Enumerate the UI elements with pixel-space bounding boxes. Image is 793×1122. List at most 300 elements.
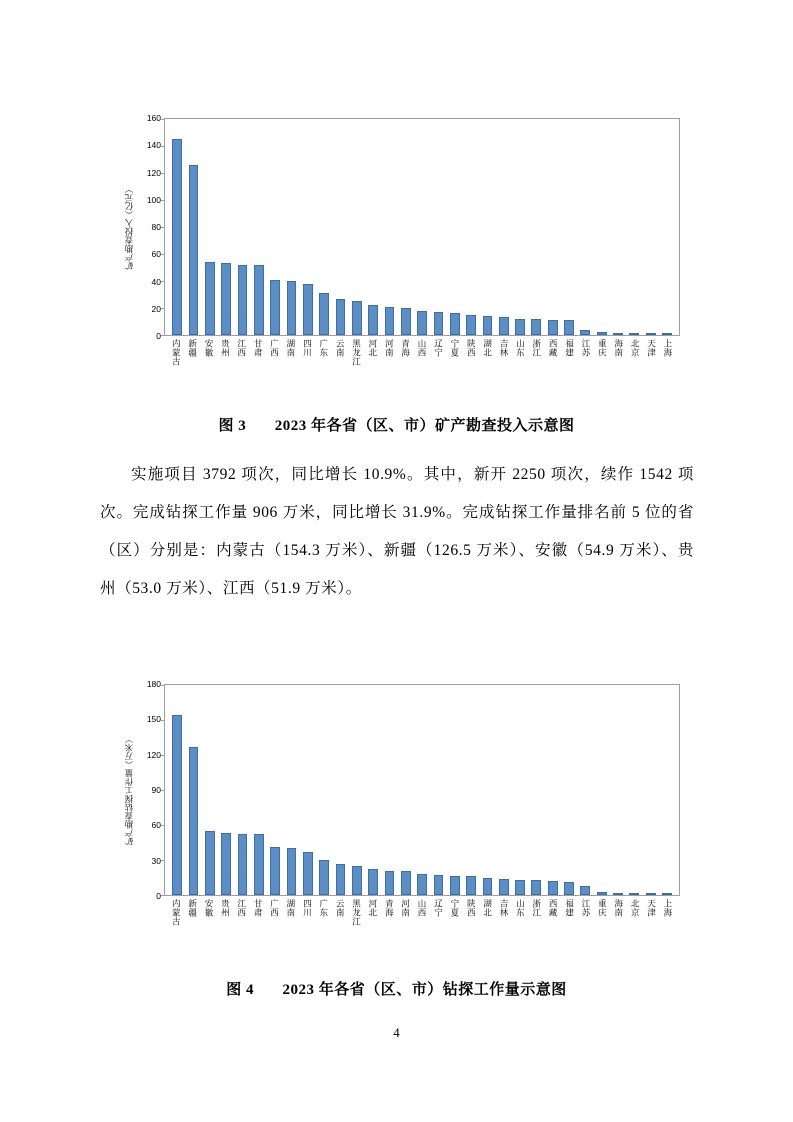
y-axis-title-label: 矿产勘查钻探工作量（万米） <box>124 734 134 846</box>
x-tick-label-text: 山东 <box>515 899 526 917</box>
bar-item <box>463 119 479 335</box>
x-tick-label-text: 河北 <box>367 339 378 357</box>
bar <box>221 833 231 895</box>
y-tick-label: 60 <box>151 820 161 831</box>
bar-series <box>165 119 679 335</box>
y-tick-label: 180 <box>146 679 161 689</box>
body-paragraph-text: 实施项目 3792 项次，同比增长 10.9%。其中，新开 2250 项次，续作 1542 项次。完成钻探工作量 906 万米，同比增长 31.9%。完成钻探工作量排名前 5 位的省（区）分别是：内蒙古（154.3 万米）、新疆（126.5 万米）、安徽（54.9 万米）、贵州（53.0 万米）、江西（51.9 万米）。 <box>100 466 694 597</box>
x-tick-label <box>496 336 512 366</box>
bar-item <box>251 685 267 895</box>
bar <box>613 893 623 895</box>
x-tick-label-text: 广西 <box>269 899 280 917</box>
bar-item <box>447 119 463 335</box>
y-tick-label: 40 <box>151 276 161 287</box>
x-tick-label <box>266 896 282 926</box>
x-tick-label-text: 海南 <box>613 339 624 357</box>
y-axis-title-label: 矿产勘查投入（亿元） <box>124 184 134 270</box>
x-tick-label <box>627 336 643 366</box>
x-tick-label-text: 西藏 <box>548 899 559 917</box>
bar-item <box>496 119 512 335</box>
x-tick-label <box>545 896 561 926</box>
chart-mineral-exploration-investment <box>120 113 680 366</box>
bar <box>450 876 460 895</box>
bar <box>189 747 199 895</box>
x-tick-label-text: 上海 <box>662 339 673 357</box>
x-tick-label-text: 浙江 <box>531 899 542 917</box>
bar <box>450 313 460 335</box>
bar-item <box>398 119 414 335</box>
bar-item <box>594 119 610 335</box>
y-axis-title <box>120 684 138 896</box>
bar <box>646 893 656 895</box>
bar <box>597 332 607 335</box>
x-tick-label-text: 浙江 <box>531 339 542 357</box>
x-tick-label-text: 广西 <box>269 339 280 357</box>
x-tick-label <box>578 896 594 926</box>
bar <box>531 319 541 335</box>
x-tick-label-text: 江西 <box>236 899 247 917</box>
bar <box>613 333 623 335</box>
plot-region <box>164 118 680 336</box>
y-axis-tick <box>161 685 165 686</box>
x-tick-label <box>365 896 381 926</box>
bar <box>483 878 493 895</box>
bar <box>336 299 346 335</box>
x-tick-label <box>545 336 561 366</box>
bar <box>352 301 362 335</box>
bar-item <box>283 119 299 335</box>
bar-item <box>365 119 381 335</box>
y-axis-tick <box>161 720 165 721</box>
bar <box>499 317 509 335</box>
bar <box>319 860 329 895</box>
bar <box>499 879 509 895</box>
bar <box>548 881 558 895</box>
y-axis-tick <box>161 146 165 147</box>
bar <box>401 871 411 895</box>
x-tick-label <box>414 896 430 926</box>
x-tick-label-text: 湖南 <box>285 899 296 917</box>
x-tick-label <box>332 336 348 366</box>
bar <box>303 852 313 895</box>
bar <box>580 886 590 895</box>
bar-item <box>381 119 397 335</box>
x-tick-label-text: 内蒙古 <box>171 899 182 926</box>
bar <box>287 281 297 335</box>
bar-item <box>267 685 283 895</box>
bar-item <box>561 685 577 895</box>
x-tick-label <box>201 896 217 926</box>
x-tick-label-text: 海南 <box>613 899 624 917</box>
bar-item <box>283 685 299 895</box>
bar-item <box>414 685 430 895</box>
x-tick-label <box>234 336 250 366</box>
bar <box>564 320 574 335</box>
bar-item <box>218 119 234 335</box>
x-tick-label <box>479 896 495 926</box>
x-tick-label <box>316 336 332 366</box>
x-tick-label <box>283 896 299 926</box>
x-tick-label <box>594 896 610 926</box>
x-tick-label-text: 广东 <box>318 339 329 357</box>
x-tick-label <box>643 896 659 926</box>
x-tick-label <box>578 336 594 366</box>
bar-item <box>169 119 185 335</box>
bar-item <box>202 119 218 335</box>
bar-item <box>447 685 463 895</box>
bar-item <box>349 685 365 895</box>
x-tick-label <box>479 336 495 366</box>
x-tick-label <box>512 896 528 926</box>
y-tick-label: 150 <box>146 714 161 725</box>
x-tick-label-text: 天津 <box>646 339 657 357</box>
x-tick-label <box>414 336 430 366</box>
x-tick-label <box>184 896 200 926</box>
x-tick-label <box>316 896 332 926</box>
x-tick-label-text: 陕西 <box>466 339 477 357</box>
x-tick-label <box>627 896 643 926</box>
y-axis-tick <box>161 173 165 174</box>
bar-item <box>185 685 201 895</box>
x-tick-label-text: 安徽 <box>203 899 214 917</box>
x-tick-label <box>529 336 545 366</box>
bar <box>385 307 395 335</box>
bar <box>646 333 656 335</box>
x-tick-label-text: 福建 <box>564 339 575 357</box>
x-tick-label <box>463 336 479 366</box>
y-axis-tick <box>161 790 165 791</box>
x-tick-label-text: 宁夏 <box>449 339 460 357</box>
bar-item <box>496 685 512 895</box>
x-tick-label-text: 陕西 <box>466 899 477 917</box>
bar <box>385 871 395 896</box>
x-tick-label-text: 青海 <box>400 339 411 357</box>
y-axis-tick <box>161 227 165 228</box>
bar-item <box>626 685 642 895</box>
x-tick-label <box>332 896 348 926</box>
x-tick-label <box>381 896 397 926</box>
bar <box>287 848 297 895</box>
x-tick-label <box>201 336 217 366</box>
bar-item <box>414 119 430 335</box>
bar <box>254 834 264 895</box>
x-tick-label-text: 甘肃 <box>253 339 264 357</box>
x-tick-label-text: 河北 <box>367 899 378 917</box>
x-axis-tick-labels <box>164 336 680 366</box>
bar <box>597 892 607 896</box>
bar-item <box>316 685 332 895</box>
bar <box>401 308 411 335</box>
x-tick-label-text: 天津 <box>646 899 657 917</box>
bar <box>434 312 444 335</box>
x-tick-label-text: 黑龙江 <box>351 899 362 926</box>
x-tick-label-text: 宁夏 <box>449 899 460 917</box>
x-tick-label-text: 湖北 <box>482 339 493 357</box>
bar <box>417 874 427 895</box>
bar <box>238 834 248 895</box>
bar <box>434 875 444 895</box>
bar-item <box>479 119 495 335</box>
bar <box>319 293 329 335</box>
bar <box>483 316 493 335</box>
y-tick-label: 30 <box>151 855 161 866</box>
bar <box>238 265 248 335</box>
chart-area <box>120 679 680 926</box>
x-tick-label-text: 贵州 <box>220 899 231 917</box>
x-tick-label <box>184 336 200 366</box>
bar-item <box>381 685 397 895</box>
bar <box>629 893 639 895</box>
bar-item <box>185 119 201 335</box>
y-axis-tick <box>161 119 165 120</box>
bar-item <box>626 119 642 335</box>
x-tick-label-text: 黑龙江 <box>351 339 362 366</box>
x-tick-label <box>168 336 184 366</box>
bar-item <box>610 685 626 895</box>
bar-item <box>545 119 561 335</box>
x-tick-label <box>299 896 315 926</box>
x-tick-label-text: 吉林 <box>499 899 509 917</box>
x-tick-label-text: 江西 <box>236 339 247 357</box>
figure-4-caption-text: 2023 年各省（区、市）钻探工作量示意图 <box>282 982 567 998</box>
chart-drilling-workload <box>120 679 680 926</box>
bar <box>303 284 313 335</box>
bar-item <box>316 119 332 335</box>
bar-item <box>528 685 544 895</box>
x-tick-label <box>266 336 282 366</box>
bar-item <box>202 685 218 895</box>
x-tick-label-text: 山西 <box>417 899 428 917</box>
x-tick-label <box>348 336 364 366</box>
bar-item <box>218 685 234 895</box>
y-tick-label: 120 <box>146 749 161 760</box>
bar <box>466 315 476 335</box>
x-tick-label-text: 安徽 <box>203 339 214 357</box>
x-tick-label-text: 西藏 <box>548 339 559 357</box>
bar-item <box>528 119 544 335</box>
x-tick-label <box>250 896 266 926</box>
y-tick-label: 160 <box>146 113 161 123</box>
plot-region <box>164 684 680 896</box>
x-tick-label <box>463 896 479 926</box>
x-tick-label-text: 重庆 <box>597 339 608 357</box>
x-tick-label <box>529 896 545 926</box>
bar-item <box>398 685 414 895</box>
x-tick-label-text: 河南 <box>384 339 395 357</box>
x-tick-label <box>234 896 250 926</box>
x-tick-label-text: 辽宁 <box>433 339 444 357</box>
bar <box>662 893 672 895</box>
x-tick-label-text: 江苏 <box>580 339 591 357</box>
x-tick-label-text: 吉林 <box>499 339 509 357</box>
x-tick-label-text: 新疆 <box>187 899 198 917</box>
x-tick-label <box>611 896 627 926</box>
bar-item <box>251 119 267 335</box>
x-tick-label-text: 云南 <box>335 339 346 357</box>
x-tick-label-text: 云南 <box>335 899 346 917</box>
bar-item <box>267 119 283 335</box>
bar-item <box>463 685 479 895</box>
bar-item <box>659 685 675 895</box>
bar-item <box>659 119 675 335</box>
bar-item <box>577 685 593 895</box>
y-axis-title <box>120 118 138 336</box>
bar <box>205 831 215 895</box>
bar-item <box>610 119 626 335</box>
bar <box>189 165 199 335</box>
x-tick-label <box>430 896 446 926</box>
x-axis-tick-labels <box>164 896 680 926</box>
y-axis-tick <box>161 254 165 255</box>
x-tick-label <box>299 336 315 366</box>
x-tick-label <box>512 336 528 366</box>
x-tick-label-text: 辽宁 <box>433 899 444 917</box>
bar <box>205 262 215 335</box>
x-tick-label-text: 河南 <box>400 899 411 917</box>
bar-item <box>234 119 250 335</box>
x-tick-label-text: 湖北 <box>482 899 493 917</box>
x-tick-label <box>217 896 233 926</box>
bar <box>531 880 541 895</box>
x-tick-label-text: 青海 <box>384 899 395 917</box>
y-tick-label: 140 <box>146 140 161 151</box>
bar-item <box>512 685 528 895</box>
bar <box>417 311 427 335</box>
x-tick-label <box>283 336 299 366</box>
y-tick-label: 0 <box>156 331 161 341</box>
x-tick-label-text: 福建 <box>564 899 575 917</box>
bar-item <box>594 685 610 895</box>
x-tick-label-text: 四川 <box>302 339 313 357</box>
x-tick-label-text: 新疆 <box>187 339 198 357</box>
x-tick-label-text: 内蒙古 <box>171 339 182 366</box>
x-tick-label <box>447 896 463 926</box>
bar-item <box>332 685 348 895</box>
bar <box>662 333 672 335</box>
x-tick-label <box>447 336 463 366</box>
x-tick-label <box>348 896 364 926</box>
figure-4-caption-prefix: 图 4 <box>226 982 254 998</box>
bar <box>254 265 264 335</box>
x-tick-label <box>168 896 184 926</box>
x-tick-label <box>643 336 659 366</box>
bar <box>172 139 182 335</box>
x-tick-label-text: 四川 <box>302 899 313 917</box>
bar <box>564 882 574 895</box>
x-tick-label-text: 北京 <box>630 899 641 917</box>
bar <box>466 876 476 895</box>
y-axis-tick <box>161 825 165 826</box>
bar <box>221 263 231 335</box>
x-tick-label-text: 山东 <box>515 339 526 357</box>
x-tick-label <box>250 336 266 366</box>
bar-item <box>430 685 446 895</box>
bar <box>515 880 525 895</box>
bar <box>629 333 639 335</box>
y-tick-label: 100 <box>146 194 161 205</box>
body-paragraph <box>100 456 694 608</box>
figure-3-caption-text: 2023 年各省（区、市）矿产勘查投入示意图 <box>274 418 575 434</box>
bar-item <box>643 119 659 335</box>
x-tick-label <box>660 336 676 366</box>
page-number: 4 <box>393 1025 400 1040</box>
y-tick-label: 60 <box>151 249 161 260</box>
bar <box>548 320 558 335</box>
bar <box>172 715 182 895</box>
y-axis-tick <box>161 200 165 201</box>
y-axis-tick <box>161 755 165 756</box>
bar-series <box>165 685 679 895</box>
x-tick-label <box>430 336 446 366</box>
x-tick-label-text: 江苏 <box>580 899 591 917</box>
y-axis-tick <box>161 860 165 861</box>
y-axis-tick <box>161 308 165 309</box>
x-tick-label-text: 山西 <box>417 339 428 357</box>
x-tick-label-text: 北京 <box>630 339 641 357</box>
bar-item <box>479 685 495 895</box>
x-tick-label <box>594 336 610 366</box>
bar-item <box>234 685 250 895</box>
x-tick-label-text: 甘肃 <box>253 899 264 917</box>
bar <box>515 319 525 335</box>
x-tick-label <box>397 896 413 926</box>
bar <box>368 869 378 895</box>
y-tick-label: 120 <box>146 167 161 178</box>
x-tick-label <box>496 896 512 926</box>
y-axis-tick <box>161 281 165 282</box>
figure-3-caption <box>0 414 793 435</box>
bar <box>580 330 590 335</box>
figure-4-caption <box>0 978 793 999</box>
bar-item <box>365 685 381 895</box>
bar-item <box>561 119 577 335</box>
x-tick-label <box>561 336 577 366</box>
x-tick-label <box>561 896 577 926</box>
y-tick-label: 80 <box>151 222 161 232</box>
x-tick-label-text: 重庆 <box>597 899 608 917</box>
x-tick-label <box>365 336 381 366</box>
bar-item <box>643 685 659 895</box>
x-tick-label-text: 湖南 <box>285 339 296 357</box>
bar-item <box>512 119 528 335</box>
bar-item <box>332 119 348 335</box>
bar-item <box>300 119 316 335</box>
x-tick-label <box>217 336 233 366</box>
bar-item <box>430 119 446 335</box>
bar-item <box>300 685 316 895</box>
y-tick-label: 20 <box>151 303 161 314</box>
x-tick-label <box>611 336 627 366</box>
y-tick-label: 90 <box>151 785 161 795</box>
bar-item <box>169 685 185 895</box>
x-tick-label-text: 广东 <box>318 899 329 917</box>
bar-item <box>349 119 365 335</box>
bar <box>352 866 362 895</box>
x-tick-label <box>381 336 397 366</box>
bar <box>270 280 280 335</box>
bar <box>270 847 280 895</box>
bar <box>336 864 346 896</box>
bar <box>368 305 378 335</box>
bar-item <box>545 685 561 895</box>
figure-3-caption-prefix: 图 3 <box>218 418 247 434</box>
bar-item <box>577 119 593 335</box>
x-tick-label-text: 上海 <box>662 899 673 917</box>
chart-area <box>120 113 680 366</box>
x-tick-label-text: 贵州 <box>220 339 231 357</box>
y-tick-label: 0 <box>156 891 161 901</box>
x-tick-label <box>660 896 676 926</box>
